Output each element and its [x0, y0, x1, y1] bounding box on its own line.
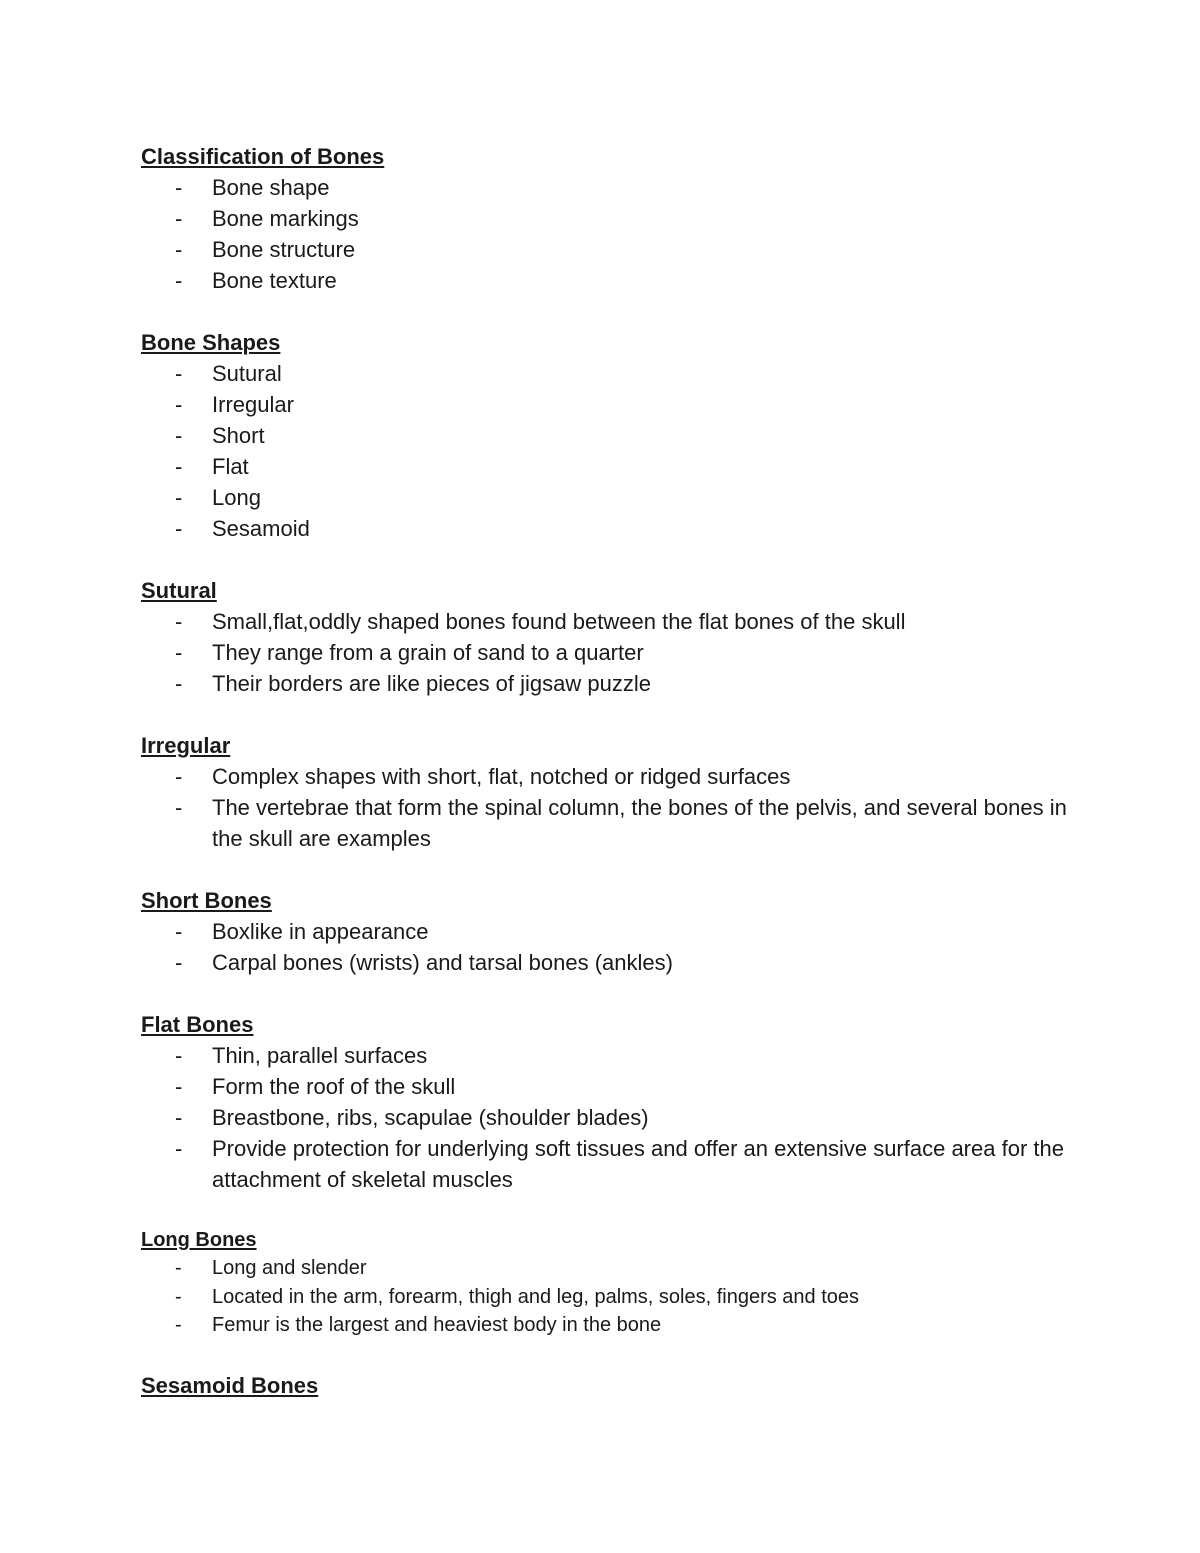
list-item [141, 1071, 1071, 1102]
section-title: Flat Bones [141, 1012, 254, 1037]
bullet-dash: - [175, 795, 183, 820]
list-item [141, 451, 1071, 482]
list-item [141, 792, 1071, 854]
bullet-dash: - [175, 423, 183, 448]
list-item-text: Long and slender [212, 1257, 367, 1279]
spacer [141, 854, 1071, 885]
section-title: Short Bones [141, 888, 272, 913]
list-item [141, 1254, 1071, 1283]
bullet-dash: - [175, 671, 183, 696]
bullet-dash: - [175, 1105, 183, 1130]
bullet-dash: - [175, 950, 183, 975]
list-item-text: Their borders are like pieces of jigsaw puzzle [212, 671, 651, 696]
bullet-dash: - [175, 1136, 183, 1161]
bullet-list [141, 1040, 1071, 1195]
list-item [141, 1040, 1071, 1071]
section-title: Sesamoid Bones [141, 1372, 319, 1398]
bullet-dash: - [175, 1257, 182, 1279]
list-item-text: Provide protection for underlying soft tissues and offer an extensive surface area for the attachment of skeletal muscles [212, 1136, 1064, 1192]
document-page [141, 141, 1071, 1401]
list-item-text: They range from a grain of sand to a quarter [212, 640, 644, 665]
bullet-dash: - [175, 919, 183, 944]
bullet-list [141, 761, 1071, 854]
list-item [141, 482, 1071, 513]
bullet-dash: - [175, 268, 183, 293]
list-item [141, 668, 1071, 699]
list-item [141, 1102, 1071, 1133]
list-item [141, 265, 1071, 296]
bullet-dash: - [175, 1314, 182, 1336]
bullet-dash: - [175, 1074, 183, 1099]
list-item-text: Bone texture [212, 268, 337, 293]
bullet-dash: - [175, 454, 183, 479]
section-classification [141, 141, 1071, 296]
section-bone-shapes [141, 327, 1071, 544]
list-item [141, 172, 1071, 203]
bullet-dash: - [175, 485, 183, 510]
list-item-text: Bone shape [212, 175, 330, 200]
list-item [141, 916, 1071, 947]
spacer [141, 1195, 1071, 1226]
list-item-text: Short [212, 423, 265, 448]
section-title: Classification of Bones [141, 144, 385, 169]
list-item-text: Sesamoid [212, 516, 310, 541]
section-flat-bones [141, 1009, 1071, 1195]
list-item [141, 761, 1071, 792]
list-item [141, 358, 1071, 389]
bullet-dash: - [175, 764, 183, 789]
section-title: Sutural [141, 578, 217, 603]
list-item-text: Carpal bones (wrists) and tarsal bones (ankles) [212, 950, 673, 975]
list-item [141, 606, 1071, 637]
list-item-text: Bone markings [212, 206, 359, 231]
section-sutural [141, 575, 1071, 699]
list-item-text: Form the roof of the skull [212, 1074, 456, 1099]
list-item [141, 513, 1071, 544]
bullet-dash: - [175, 206, 183, 231]
bullet-list [141, 916, 1071, 978]
bullet-dash: - [175, 361, 183, 386]
list-item [141, 1283, 1071, 1312]
spacer [141, 296, 1071, 327]
spacer [141, 544, 1071, 575]
section-title: Bone Shapes [141, 330, 281, 355]
bullet-list [141, 1254, 1071, 1340]
list-item-text: Long [212, 485, 261, 510]
list-item [141, 947, 1071, 978]
list-item [141, 389, 1071, 420]
section-irregular [141, 730, 1071, 854]
section-title: Long Bones [141, 1229, 257, 1251]
bullet-list [141, 606, 1071, 699]
bullet-dash: - [175, 1043, 183, 1068]
bullet-dash: - [175, 175, 183, 200]
list-item-text: Sutural [212, 361, 282, 386]
bullet-dash: - [175, 516, 183, 541]
list-item-text: Irregular [212, 392, 294, 417]
list-item-text: Complex shapes with short, flat, notched or ridged surfaces [212, 764, 791, 789]
spacer [141, 699, 1071, 730]
bullet-dash: - [175, 609, 183, 634]
list-item-text: Thin, parallel surfaces [212, 1043, 428, 1068]
bullet-dash: - [175, 640, 183, 665]
list-item-text: Breastbone, ribs, scapulae (shoulder blades) [212, 1105, 649, 1130]
list-item-text: The vertebrae that form the spinal column, the bones of the pelvis, and several bones in the skull are examples [212, 795, 1067, 851]
list-item [141, 1133, 1071, 1195]
list-item-text: Flat [212, 454, 249, 479]
section-short-bones [141, 885, 1071, 978]
section-long-bones [141, 1226, 1071, 1340]
list-item-text: Bone structure [212, 237, 356, 262]
bullet-dash: - [175, 1285, 182, 1308]
list-item [141, 203, 1071, 234]
bullet-dash: - [175, 237, 183, 262]
list-item [141, 420, 1071, 451]
list-item-text: Located in the arm, forearm, thigh and leg, palms, soles, fingers and toes [212, 1285, 860, 1308]
bullet-list [141, 172, 1071, 296]
list-item-text: Boxlike in appearance [212, 919, 429, 944]
list-item [141, 1311, 1071, 1340]
list-item [141, 234, 1071, 265]
list-item-text: Femur is the largest and heaviest body in the bone [212, 1314, 662, 1336]
section-sesamoid-bones [141, 1370, 1071, 1401]
list-item-text: Small,flat,oddly shaped bones found between the flat bones of the skull [212, 609, 906, 634]
spacer [141, 1340, 1071, 1370]
section-title: Irregular [141, 733, 231, 758]
bullet-dash: - [175, 392, 183, 417]
list-item [141, 637, 1071, 668]
spacer [141, 978, 1071, 1009]
bullet-list [141, 358, 1071, 544]
